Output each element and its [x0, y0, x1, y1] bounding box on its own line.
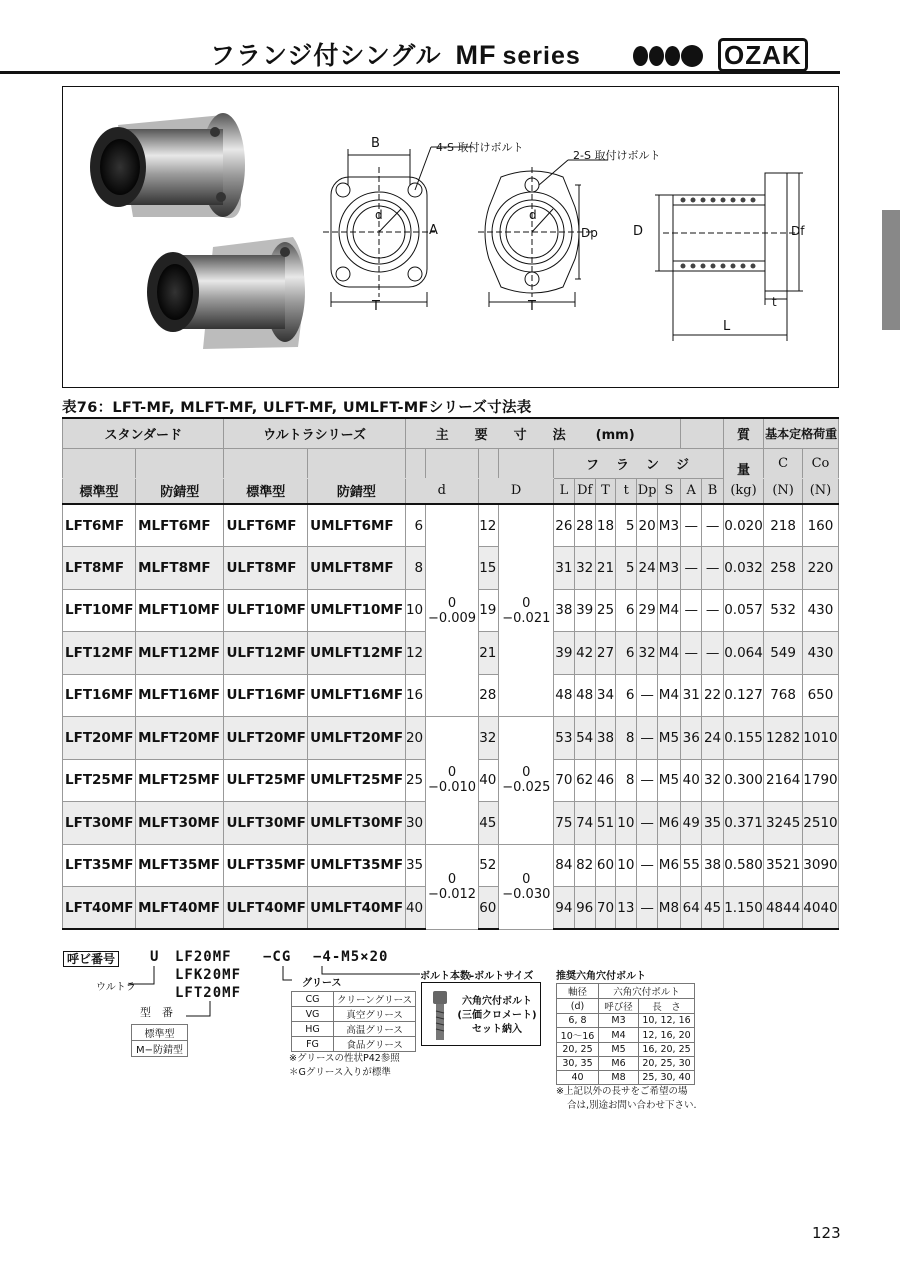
rec-len: 16, 20, 25: [639, 1043, 695, 1057]
rec-len: 12, 16, 20: [639, 1028, 695, 1043]
rec-d: 20, 25: [557, 1043, 599, 1057]
rec-m: M4: [599, 1028, 639, 1043]
cell-d-tolerance: 0 −0.012: [426, 844, 479, 929]
cell-T: 60: [595, 844, 615, 887]
cell-d: 12: [405, 632, 425, 675]
cell-B: —: [702, 632, 723, 675]
cell-S: M3: [657, 504, 680, 547]
label-T2: T: [528, 299, 536, 314]
bolt-box: [421, 982, 541, 1046]
cell-ustd: ULFT6MF: [224, 504, 308, 547]
label-bolt2: 2-S 取付けボルト: [573, 149, 661, 162]
cell-kg: 0.020: [723, 504, 764, 547]
cell-Dp: 24: [637, 547, 657, 590]
cell-ustd: ULFT25MF: [224, 759, 308, 802]
bolt-icon: [428, 991, 452, 1041]
cell-L: 39: [554, 632, 574, 675]
cell-C: 3521: [764, 844, 803, 887]
cell-T: 38: [595, 717, 615, 760]
cell-Co: 1010: [802, 717, 838, 760]
cell-urust: UMLFT12MF: [308, 632, 405, 675]
cell-B: 24: [702, 717, 723, 760]
cell-Co: 430: [802, 632, 838, 675]
table-caption: 表76：LFT-MF, MLFT-MF, ULFT-MF, UMLFT-MFシリーズ寸法表: [62, 400, 532, 416]
cell-L: 53: [554, 717, 574, 760]
cell-ustd: ULFT8MF: [224, 547, 308, 590]
cell-Co: 650: [802, 674, 838, 717]
cell-Co: 3090: [802, 844, 838, 887]
cell-kg: 0.032: [723, 547, 764, 590]
label-t: t: [772, 295, 777, 309]
cell-S: M4: [657, 674, 680, 717]
grease-code: VG: [292, 1007, 334, 1022]
order-prefix-u: U: [150, 949, 160, 965]
th-Df: Df: [574, 478, 595, 504]
order-label-text: 呼ビ番号: [63, 951, 119, 967]
rec-h4: 呼び径: [599, 999, 639, 1014]
cell-rust: MLFT8MF: [136, 547, 224, 590]
cell-B: 38: [702, 844, 723, 887]
grease-note-1: ※グリースの性状P42参照: [289, 1053, 400, 1064]
cell-D: 28: [478, 674, 498, 717]
cell-S: M5: [657, 717, 680, 760]
cell-kg: 0.127: [723, 674, 764, 717]
rec-d: 30, 35: [557, 1057, 599, 1071]
cell-D: 21: [478, 632, 498, 675]
label-B: B: [371, 136, 380, 151]
cell-D: 19: [478, 589, 498, 632]
bolt-box-line3: セット納入: [472, 1024, 522, 1035]
cell-A: —: [681, 504, 702, 547]
cell-A: —: [681, 632, 702, 675]
cell-d: 20: [405, 717, 425, 760]
cell-C: 258: [764, 547, 803, 590]
th-std: 標準型: [63, 478, 136, 504]
label-T1: T: [372, 299, 380, 314]
cell-L: 84: [554, 844, 574, 887]
cell-Co: 430: [802, 589, 838, 632]
th-C: C: [764, 448, 803, 478]
cell-A: 49: [681, 802, 702, 845]
cell-L: 26: [554, 504, 574, 547]
rec-h3: (d): [557, 999, 599, 1014]
title-jp: フランジ付シングル: [210, 41, 442, 70]
cell-Dp: —: [637, 844, 657, 887]
cell-d-tolerance: 0 −0.010: [426, 717, 479, 845]
cell-T: 21: [595, 547, 615, 590]
cell-Df: 74: [574, 802, 595, 845]
cell-C: 4844: [764, 887, 803, 930]
grease-name: 食品グリース: [334, 1037, 416, 1052]
label-A: A: [429, 223, 438, 238]
grease-name: 高温グリース: [334, 1022, 416, 1037]
label-Df: Df: [791, 224, 805, 238]
grease-label: グリース: [302, 978, 342, 989]
rec-d: 10〜16: [557, 1028, 599, 1043]
cell-Dp: —: [637, 674, 657, 717]
cell-urust: UMLFT30MF: [308, 802, 405, 845]
rec-note-1: ※上記以外の長サをご希望の場: [556, 1086, 688, 1097]
cell-T: 70: [595, 887, 615, 930]
cell-urust: UMLFT16MF: [308, 674, 405, 717]
cell-std: LFT16MF: [63, 674, 136, 717]
cell-rust: MLFT6MF: [136, 504, 224, 547]
cell-A: 36: [681, 717, 702, 760]
cell-Co: 220: [802, 547, 838, 590]
cell-urust: UMLFT10MF: [308, 589, 405, 632]
cell-rust: MLFT40MF: [136, 887, 224, 930]
order-code-bolt: −4-M5×20: [313, 949, 389, 965]
rec-m: M3: [599, 1014, 639, 1028]
cell-d-tolerance: 0 −0.009: [426, 504, 479, 717]
cell-d: 16: [405, 674, 425, 717]
cell-std: LFT10MF: [63, 589, 136, 632]
cell-t: 6: [616, 589, 637, 632]
th-ultra: ウルトラシリーズ: [224, 418, 405, 448]
grease-name: 真空グリース: [334, 1007, 416, 1022]
th-std2: 標準型: [224, 478, 308, 504]
cell-rust: MLFT20MF: [136, 717, 224, 760]
cell-D: 12: [478, 504, 498, 547]
cell-B: 35: [702, 802, 723, 845]
grease-row: [292, 1007, 416, 1022]
order-code-1: LF20MF: [175, 949, 232, 965]
cell-S: M6: [657, 844, 680, 887]
cell-Dp: —: [637, 802, 657, 845]
cell-S: M4: [657, 589, 680, 632]
cell-T: 25: [595, 589, 615, 632]
th-S: S: [657, 478, 680, 504]
cell-L: 70: [554, 759, 574, 802]
cell-Co: 160: [802, 504, 838, 547]
cell-T: 46: [595, 759, 615, 802]
cell-Dp: 32: [637, 632, 657, 675]
cell-L: 31: [554, 547, 574, 590]
cell-A: —: [681, 547, 702, 590]
label-L: L: [723, 319, 731, 334]
bolt-label: ボルト本数-ボルトサイズ: [420, 971, 534, 982]
cell-ustd: ULFT12MF: [224, 632, 308, 675]
cell-Dp: —: [637, 759, 657, 802]
brand-name: OZAK: [718, 38, 808, 72]
rec-len: 20, 25, 30: [639, 1057, 695, 1071]
cell-Co: 2510: [802, 802, 838, 845]
cell-kg: 0.300: [723, 759, 764, 802]
th-t: t: [616, 478, 637, 504]
cell-std: LFT6MF: [63, 504, 136, 547]
rec-m: M5: [599, 1043, 639, 1057]
cell-Df: 54: [574, 717, 595, 760]
rec-m: M8: [599, 1071, 639, 1085]
cell-std: LFT8MF: [63, 547, 136, 590]
cell-L: 75: [554, 802, 574, 845]
cell-Df: 62: [574, 759, 595, 802]
cell-rust: MLFT10MF: [136, 589, 224, 632]
cell-urust: UMLFT25MF: [308, 759, 405, 802]
th-mass-1: 質: [723, 418, 764, 448]
cell-B: 32: [702, 759, 723, 802]
cell-Df: 32: [574, 547, 595, 590]
cell-t: 10: [616, 844, 637, 887]
cell-ustd: ULFT10MF: [224, 589, 308, 632]
cell-Df: 82: [574, 844, 595, 887]
rec-len: 10, 12, 16: [639, 1014, 695, 1028]
th-N1: (N): [764, 478, 803, 504]
cell-t: 8: [616, 717, 637, 760]
cell-B: —: [702, 547, 723, 590]
rec-row: [557, 1028, 695, 1043]
cell-rust: MLFT35MF: [136, 844, 224, 887]
cell-L: 48: [554, 674, 574, 717]
bolt-box-line2: (三価クロメート): [457, 1010, 537, 1021]
order-code-cg: −CG: [263, 949, 292, 965]
cell-C: 218: [764, 504, 803, 547]
grease-table: [291, 991, 416, 1052]
type-rust: M−防錆型: [132, 1041, 188, 1057]
cell-Df: 96: [574, 887, 595, 930]
label-Dp: Dp: [581, 226, 598, 240]
cell-Dp: —: [637, 717, 657, 760]
rec-note-2: 合は,別途お問い合わせ下さい.: [567, 1100, 697, 1111]
cell-urust: UMLFT6MF: [308, 504, 405, 547]
cell-t: 6: [616, 632, 637, 675]
cell-urust: UMLFT40MF: [308, 887, 405, 930]
rec-h1: 軸径: [557, 984, 599, 999]
th-flange: フ ラ ン ジ: [554, 448, 723, 478]
th-mass-2: 量: [723, 448, 764, 478]
cell-Co: 4040: [802, 887, 838, 930]
cell-C: 1282: [764, 717, 803, 760]
cell-B: 22: [702, 674, 723, 717]
cell-rust: MLFT30MF: [136, 802, 224, 845]
th-B: B: [702, 478, 723, 504]
cell-d: 8: [405, 547, 425, 590]
cell-ustd: ULFT20MF: [224, 717, 308, 760]
grease-code: HG: [292, 1022, 334, 1037]
label-bolt4: 4-S 取付けボルト: [436, 141, 524, 154]
rec-d: 6, 8: [557, 1014, 599, 1028]
cell-std: LFT30MF: [63, 802, 136, 845]
cell-A: 40: [681, 759, 702, 802]
cell-t: 5: [616, 547, 637, 590]
th-main-text: 主 要 寸 法: [435, 427, 566, 443]
cell-ustd: ULFT30MF: [224, 802, 308, 845]
cell-C: 2164: [764, 759, 803, 802]
grease-name: クリーングリース: [334, 992, 416, 1007]
order-code-3: LFT20MF: [175, 985, 242, 1001]
order-type-label: 型 番: [140, 1006, 173, 1019]
grease-code: FG: [292, 1037, 334, 1052]
grease-note-2: ＊Gグリース入りが標準: [289, 1067, 391, 1078]
cell-kg: 0.057: [723, 589, 764, 632]
cell-Dp: 29: [637, 589, 657, 632]
cell-rust: MLFT16MF: [136, 674, 224, 717]
th-Dp: Dp: [637, 478, 657, 504]
cell-L: 94: [554, 887, 574, 930]
cell-std: LFT25MF: [63, 759, 136, 802]
cell-kg: 0.155: [723, 717, 764, 760]
grease-code: CG: [292, 992, 334, 1007]
cell-D: 45: [478, 802, 498, 845]
cell-A: 55: [681, 844, 702, 887]
cell-t: 10: [616, 802, 637, 845]
cell-d: 25: [405, 759, 425, 802]
cell-T: 27: [595, 632, 615, 675]
cell-std: LFT12MF: [63, 632, 136, 675]
th-T: T: [595, 478, 615, 504]
cell-Df: 28: [574, 504, 595, 547]
cell-A: —: [681, 589, 702, 632]
cell-d: 10: [405, 589, 425, 632]
cell-kg: 0.580: [723, 844, 764, 887]
cell-std: LFT20MF: [63, 717, 136, 760]
cell-t: 5: [616, 504, 637, 547]
rec-h5: 長 さ: [639, 999, 695, 1014]
th-Co: Co: [802, 448, 838, 478]
cell-S: M6: [657, 802, 680, 845]
cell-t: 13: [616, 887, 637, 930]
cell-t: 8: [616, 759, 637, 802]
cell-d: 6: [405, 504, 425, 547]
grease-row: [292, 1022, 416, 1037]
cell-S: M8: [657, 887, 680, 930]
cell-rust: MLFT12MF: [136, 632, 224, 675]
th-rating: 基本定格荷重: [764, 418, 839, 448]
cell-S: M5: [657, 759, 680, 802]
rec-row: [557, 1014, 695, 1028]
label-D: D: [633, 224, 644, 239]
cell-B: —: [702, 589, 723, 632]
cell-D: 52: [478, 844, 498, 887]
cell-D-tolerance: 0 −0.025: [499, 717, 554, 845]
cell-A: 31: [681, 674, 702, 717]
order-ultra: ウルトラ: [96, 982, 136, 993]
rec-d: 40: [557, 1071, 599, 1085]
rec-row: [557, 1057, 695, 1071]
cell-t: 6: [616, 674, 637, 717]
cell-D: 40: [478, 759, 498, 802]
rec-m: M6: [599, 1057, 639, 1071]
th-D: D: [478, 478, 553, 504]
cell-Co: 1790: [802, 759, 838, 802]
th-A: A: [681, 478, 702, 504]
cell-D-tolerance: 0 −0.021: [499, 504, 554, 717]
cell-D: 15: [478, 547, 498, 590]
cell-Df: 39: [574, 589, 595, 632]
cell-S: M4: [657, 632, 680, 675]
cell-Dp: —: [637, 887, 657, 930]
cell-d: 30: [405, 802, 425, 845]
cell-std: LFT35MF: [63, 844, 136, 887]
th-N2: (N): [802, 478, 838, 504]
cell-kg: 0.371: [723, 802, 764, 845]
label-d1: d: [375, 208, 383, 222]
cell-D: 60: [478, 887, 498, 930]
rec-len: 25, 30, 40: [639, 1071, 695, 1085]
cell-urust: UMLFT8MF: [308, 547, 405, 590]
th-standard: スタンダード: [63, 418, 224, 448]
th-d: d: [405, 478, 478, 504]
cell-ustd: ULFT16MF: [224, 674, 308, 717]
th-kg: (kg): [723, 478, 764, 504]
cell-T: 34: [595, 674, 615, 717]
type-table: [131, 1024, 188, 1057]
series-code: MF: [455, 40, 497, 70]
cell-C: 768: [764, 674, 803, 717]
cell-C: 532: [764, 589, 803, 632]
rec-row: [557, 1043, 695, 1057]
cell-Df: 48: [574, 674, 595, 717]
cell-d: 35: [405, 844, 425, 887]
cell-D-tolerance: 0 −0.030: [499, 844, 554, 929]
cell-B: 45: [702, 887, 723, 930]
rec-title: 推奨六角穴付ボルト: [556, 971, 646, 982]
type-std: 標準型: [132, 1025, 188, 1041]
cell-C: 3245: [764, 802, 803, 845]
series-word: series: [502, 42, 581, 70]
cell-ustd: ULFT35MF: [224, 844, 308, 887]
cell-A: 64: [681, 887, 702, 930]
bolt-box-line1: 六角穴付ボルト: [462, 996, 532, 1007]
cell-S: M3: [657, 547, 680, 590]
th-rust2: 防錆型: [308, 478, 405, 504]
cell-kg: 0.064: [723, 632, 764, 675]
cell-ustd: ULFT40MF: [224, 887, 308, 930]
cell-rust: MLFT25MF: [136, 759, 224, 802]
rec-h2: 六角穴付ボルト: [599, 984, 695, 999]
cell-L: 38: [554, 589, 574, 632]
cell-Df: 42: [574, 632, 595, 675]
label-d2: d: [529, 208, 537, 222]
cell-Dp: 20: [637, 504, 657, 547]
page-number: 123: [812, 1224, 841, 1242]
cell-D: 32: [478, 717, 498, 760]
cell-C: 549: [764, 632, 803, 675]
cell-kg: 1.150: [723, 887, 764, 930]
cell-urust: UMLFT35MF: [308, 844, 405, 887]
th-L: L: [554, 478, 574, 504]
grease-row: [292, 992, 416, 1007]
order-code-2: LFK20MF: [175, 967, 242, 983]
cell-d: 40: [405, 887, 425, 930]
th-mm: (mm): [595, 427, 635, 443]
cell-std: LFT40MF: [63, 887, 136, 930]
cell-B: —: [702, 504, 723, 547]
rec-bolt-table: [556, 983, 695, 1085]
cell-T: 51: [595, 802, 615, 845]
cell-T: 18: [595, 504, 615, 547]
cell-urust: UMLFT20MF: [308, 717, 405, 760]
th-rust: 防錆型: [136, 478, 224, 504]
